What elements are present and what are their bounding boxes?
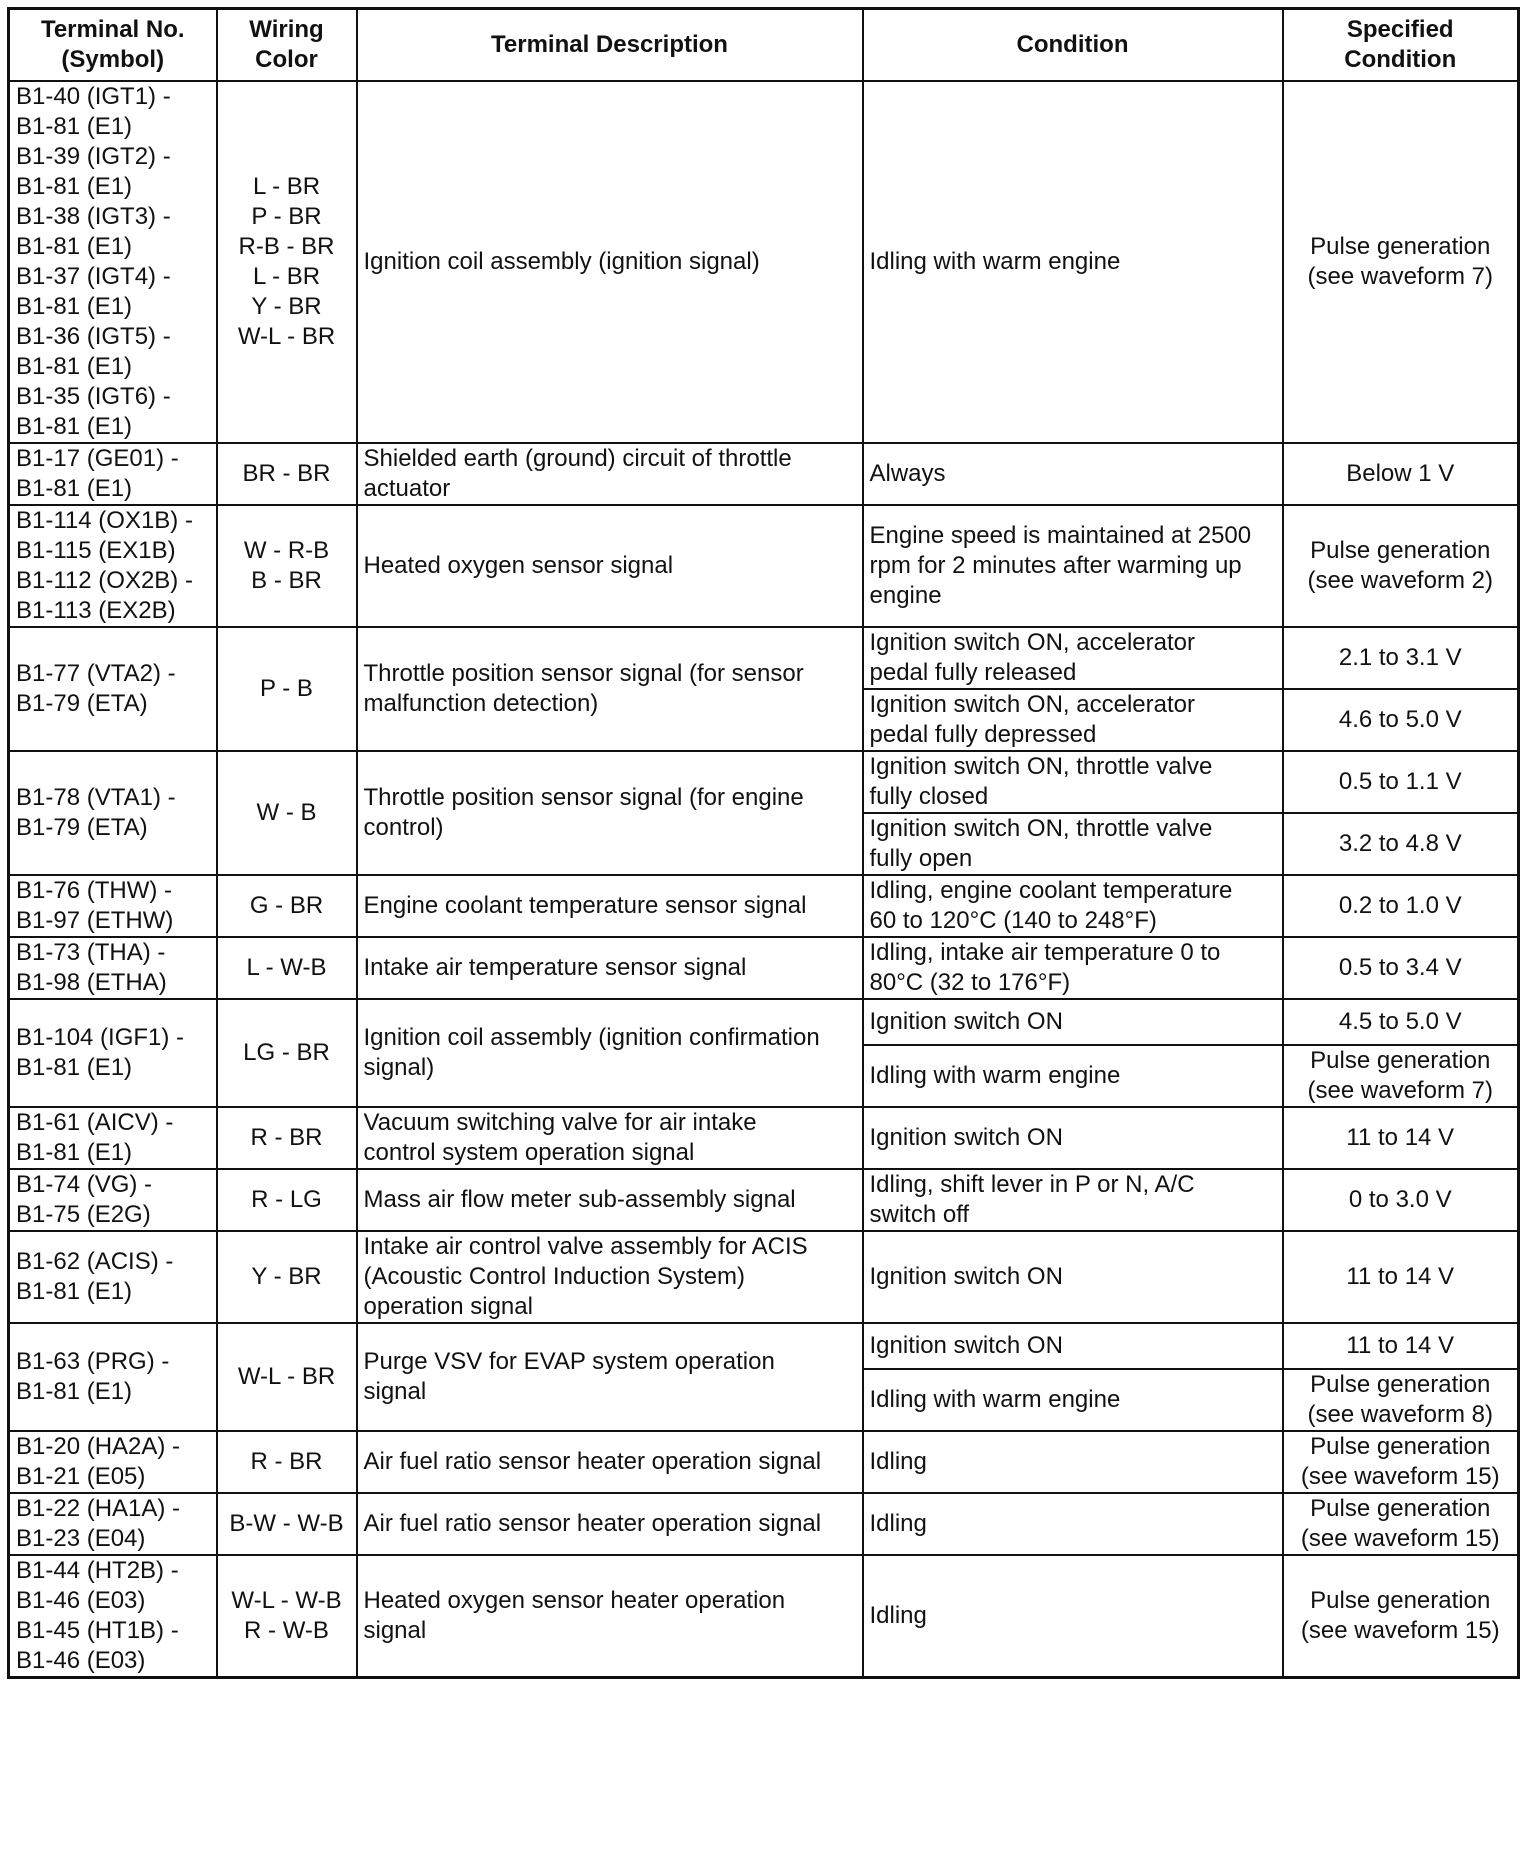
description-cell bbox=[357, 1107, 863, 1169]
description-cell bbox=[357, 1431, 863, 1493]
terminal-cell-line: B1-78 (VTA1) - bbox=[16, 784, 176, 811]
terminal-cell bbox=[9, 627, 217, 751]
table-row bbox=[9, 1231, 1519, 1323]
terminal-cell-line: B1-81 (E1) bbox=[16, 353, 133, 380]
terminal-cell bbox=[9, 1323, 217, 1431]
condition-cell-line: fully open bbox=[869, 845, 973, 872]
condition-cell-line: Ignition switch ON bbox=[869, 1124, 1063, 1151]
terminal-cell-line: B1-37 (IGT4) - bbox=[16, 263, 171, 290]
specified-condition-cell bbox=[1283, 689, 1519, 751]
terminal-cell-line: B1-76 (THW) - bbox=[16, 877, 172, 904]
table-row bbox=[9, 1431, 1519, 1493]
terminal-cell-line: B1-46 (E03) bbox=[16, 1587, 146, 1614]
specified-condition-cell-line: (see waveform 15) bbox=[1300, 1525, 1500, 1552]
terminal-cell bbox=[9, 937, 217, 999]
condition-cell bbox=[863, 751, 1283, 813]
condition-cell-line: switch off bbox=[869, 1201, 970, 1228]
description-cell-line: Air fuel ratio sensor heater operation signal bbox=[363, 1448, 822, 1475]
wiring-color-cell bbox=[217, 875, 357, 937]
terminal-cell-line: B1-81 (E1) bbox=[16, 233, 133, 260]
specified-condition-cell bbox=[1283, 1555, 1519, 1678]
table-row bbox=[9, 505, 1519, 627]
wiring-color-cell-line: W-L - W-B bbox=[231, 1587, 342, 1614]
wiring-color-cell bbox=[217, 751, 357, 875]
terminal-cell-line: B1-112 (OX2B) - bbox=[16, 567, 193, 594]
terminal-cell-line: B1-36 (IGT5) - bbox=[16, 323, 171, 350]
condition-cell-line: Ignition switch ON bbox=[869, 1008, 1063, 1035]
terminal-cell bbox=[9, 81, 217, 443]
specified-condition-cell-line: Pulse generation bbox=[1310, 1047, 1491, 1074]
condition-cell-line: rpm for 2 minutes after warming up bbox=[869, 552, 1242, 579]
table-row bbox=[9, 1493, 1519, 1555]
specified-condition-cell-line: Pulse generation bbox=[1310, 1495, 1491, 1522]
condition-cell-line: 80°C (32 to 176°F) bbox=[869, 969, 1071, 996]
terminal-cell-line: B1-46 (E03) bbox=[16, 1647, 146, 1674]
wiring-color-cell-line: R - BR bbox=[250, 1124, 323, 1151]
condition-cell-line: Idling bbox=[869, 1448, 927, 1475]
description-cell-line: signal bbox=[363, 1617, 427, 1644]
condition-cell bbox=[863, 1369, 1283, 1431]
condition-cell bbox=[863, 999, 1283, 1045]
description-cell bbox=[357, 1231, 863, 1323]
table-body bbox=[9, 81, 1519, 1678]
terminal-cell-line: B1-40 (IGT1) - bbox=[16, 83, 171, 110]
wiring-color-cell-line: P - B bbox=[260, 675, 313, 702]
specified-condition-cell bbox=[1283, 1045, 1519, 1107]
wiring-color-cell bbox=[217, 443, 357, 505]
specified-condition-cell bbox=[1283, 1231, 1519, 1323]
description-cell-line: signal) bbox=[363, 1054, 435, 1081]
wiring-color-cell bbox=[217, 1107, 357, 1169]
terminal-cell bbox=[9, 443, 217, 505]
condition-cell bbox=[863, 1493, 1283, 1555]
terminal-cell-line: B1-98 (ETHA) bbox=[16, 969, 167, 996]
description-cell bbox=[357, 1323, 863, 1431]
terminal-cell-line: B1-79 (ETA) bbox=[16, 814, 148, 841]
terminal-cell bbox=[9, 1493, 217, 1555]
condition-cell-line: 60 to 120°C (140 to 248°F) bbox=[869, 907, 1157, 934]
specified-condition-cell-line: Pulse generation bbox=[1310, 537, 1491, 564]
terminal-cell bbox=[9, 1107, 217, 1169]
specified-condition-cell bbox=[1283, 1107, 1519, 1169]
specified-condition-cell-line: (see waveform 2) bbox=[1307, 567, 1493, 594]
terminal-cell-line: B1-61 (AICV) - bbox=[16, 1109, 174, 1136]
specified-condition-cell bbox=[1283, 81, 1519, 443]
table-row bbox=[9, 937, 1519, 999]
specified-condition-cell-line: 2.1 to 3.1 V bbox=[1338, 644, 1462, 671]
specified-condition-cell-line: Pulse generation bbox=[1310, 233, 1491, 260]
wiring-color-cell-line: G - BR bbox=[249, 892, 324, 919]
condition-cell bbox=[863, 813, 1283, 875]
condition-cell bbox=[863, 875, 1283, 937]
condition-cell-line: Idling with warm engine bbox=[869, 248, 1121, 275]
specified-condition-cell-line: (see waveform 15) bbox=[1300, 1463, 1500, 1490]
wiring-color-cell bbox=[217, 1323, 357, 1431]
terminal-cell-line: B1-79 (ETA) bbox=[16, 690, 148, 717]
description-cell bbox=[357, 627, 863, 751]
specified-condition-cell bbox=[1283, 443, 1519, 505]
specified-condition-cell-line: 0 to 3.0 V bbox=[1348, 1186, 1452, 1213]
header-specified-line1: Specified Condition bbox=[1344, 16, 1457, 73]
description-cell bbox=[357, 81, 863, 443]
wiring-color-cell-line: W - R-B bbox=[243, 537, 330, 564]
terminal-table-container bbox=[7, 7, 1520, 1679]
terminal-cell-line: B1-38 (IGT3) - bbox=[16, 203, 171, 230]
specified-condition-cell bbox=[1283, 1323, 1519, 1369]
description-cell bbox=[357, 1555, 863, 1678]
condition-cell bbox=[863, 627, 1283, 689]
specified-condition-cell bbox=[1283, 751, 1519, 813]
condition-cell-line: Ignition switch ON, throttle valve bbox=[869, 815, 1213, 842]
terminal-cell bbox=[9, 751, 217, 875]
specified-condition-cell-line: 0.2 to 1.0 V bbox=[1338, 892, 1462, 919]
wiring-color-cell-line: W - B bbox=[256, 799, 317, 826]
condition-cell bbox=[863, 1323, 1283, 1369]
description-cell bbox=[357, 505, 863, 627]
table-row bbox=[9, 875, 1519, 937]
description-cell-line: Purge VSV for EVAP system operation bbox=[363, 1348, 775, 1375]
wiring-color-cell-line: R - LG bbox=[251, 1186, 322, 1213]
header-row bbox=[9, 9, 1519, 82]
specified-condition-cell-line: 0.5 to 1.1 V bbox=[1338, 768, 1462, 795]
condition-cell-line: Idling bbox=[869, 1602, 927, 1629]
table-row bbox=[9, 1555, 1519, 1678]
specified-condition-cell-line: 3.2 to 4.8 V bbox=[1338, 830, 1462, 857]
description-cell-line: Throttle position sensor signal (for sensor bbox=[363, 660, 804, 687]
header-wiring-color bbox=[217, 9, 357, 82]
header-specified-condition bbox=[1283, 9, 1519, 82]
wiring-color-cell-line: L - W-B bbox=[246, 954, 327, 981]
specified-condition-cell-line: 0.5 to 3.4 V bbox=[1338, 954, 1462, 981]
condition-cell bbox=[863, 1231, 1283, 1323]
condition-cell bbox=[863, 443, 1283, 505]
terminal-cell-line: B1-104 (IGF1) - bbox=[16, 1024, 185, 1051]
ecm-terminal-table bbox=[7, 7, 1520, 1679]
condition-cell-line: Ignition switch ON, accelerator bbox=[869, 629, 1195, 656]
condition-cell-line: Idling bbox=[869, 1510, 927, 1537]
condition-cell-line: Ignition switch ON, accelerator bbox=[869, 691, 1195, 718]
table-row bbox=[9, 627, 1519, 689]
condition-cell-line: Idling, intake air temperature 0 to bbox=[869, 939, 1221, 966]
specified-condition-cell-line: (see waveform 8) bbox=[1307, 1401, 1493, 1428]
specified-condition-cell-line: 4.6 to 5.0 V bbox=[1338, 706, 1462, 733]
specified-condition-cell-line: 4.5 to 5.0 V bbox=[1338, 1008, 1462, 1035]
specified-condition-cell bbox=[1283, 937, 1519, 999]
wiring-color-cell bbox=[217, 1169, 357, 1231]
description-cell-line: actuator bbox=[363, 475, 451, 502]
wiring-color-cell-line: P - BR bbox=[251, 203, 322, 230]
specified-condition-cell-line: Pulse generation bbox=[1310, 1433, 1491, 1460]
condition-cell-line: engine bbox=[869, 582, 942, 609]
specified-condition-cell-line: Pulse generation bbox=[1310, 1587, 1491, 1614]
terminal-cell-line: B1-45 (HT1B) - bbox=[16, 1617, 179, 1644]
terminal-cell-line: B1-81 (E1) bbox=[16, 1278, 133, 1305]
header-wiring-line1: Wiring Color bbox=[249, 16, 324, 73]
header-condition: Condition bbox=[863, 9, 1283, 82]
terminal-cell bbox=[9, 999, 217, 1107]
terminal-cell bbox=[9, 875, 217, 937]
terminal-cell-line: B1-74 (VG) - bbox=[16, 1171, 153, 1198]
terminal-cell-line: B1-81 (E1) bbox=[16, 475, 133, 502]
wiring-color-cell bbox=[217, 999, 357, 1107]
wiring-color-cell-line: W-L - BR bbox=[237, 1363, 336, 1390]
terminal-cell bbox=[9, 1231, 217, 1323]
wiring-color-cell-line: R-B - BR bbox=[238, 233, 335, 260]
description-cell-line: Ignition coil assembly (ignition confirmation bbox=[363, 1024, 820, 1051]
terminal-cell-line: B1-62 (ACIS) - bbox=[16, 1248, 174, 1275]
terminal-cell-line: B1-21 (E05) bbox=[16, 1463, 146, 1490]
specified-condition-cell-line: Pulse generation bbox=[1310, 1371, 1491, 1398]
condition-cell-line: Ignition switch ON bbox=[869, 1332, 1063, 1359]
table-row bbox=[9, 1323, 1519, 1369]
terminal-cell-line: B1-81 (E1) bbox=[16, 1054, 133, 1081]
table-row bbox=[9, 1107, 1519, 1169]
terminal-cell-line: B1-75 (E2G) bbox=[16, 1201, 151, 1228]
wiring-color-cell-line: R - W-B bbox=[244, 1617, 329, 1644]
description-cell-line: Heated oxygen sensor signal bbox=[363, 552, 674, 579]
description-cell bbox=[357, 1493, 863, 1555]
terminal-cell bbox=[9, 1431, 217, 1493]
description-cell bbox=[357, 875, 863, 937]
wiring-color-cell-line: Y - BR bbox=[251, 1263, 322, 1290]
wiring-color-cell-line: R - BR bbox=[250, 1448, 323, 1475]
terminal-cell-line: B1-73 (THA) - bbox=[16, 939, 166, 966]
terminal-cell bbox=[9, 1169, 217, 1231]
terminal-cell-line: B1-81 (E1) bbox=[16, 293, 133, 320]
wiring-color-cell-line: L - BR bbox=[252, 173, 321, 200]
terminal-cell-line: B1-39 (IGT2) - bbox=[16, 143, 171, 170]
wiring-color-cell bbox=[217, 1431, 357, 1493]
wiring-color-cell-line: B-W - W-B bbox=[229, 1510, 344, 1537]
description-cell-line: control system operation signal bbox=[363, 1139, 695, 1166]
condition-cell-line: Engine speed is maintained at 2500 bbox=[869, 522, 1252, 549]
wiring-color-cell bbox=[217, 81, 357, 443]
specified-condition-cell bbox=[1283, 505, 1519, 627]
table-row bbox=[9, 999, 1519, 1045]
wiring-color-cell-line: Y - BR bbox=[251, 293, 322, 320]
specified-condition-cell-line: Below 1 V bbox=[1346, 460, 1455, 487]
description-cell-line: control) bbox=[363, 814, 444, 841]
specified-condition-cell bbox=[1283, 813, 1519, 875]
specified-condition-cell-line: 11 to 14 V bbox=[1346, 1263, 1455, 1290]
terminal-cell-line: B1-81 (E1) bbox=[16, 173, 133, 200]
header-terminal-no bbox=[9, 9, 217, 82]
table-row bbox=[9, 1169, 1519, 1231]
condition-cell-line: Idling, shift lever in P or N, A/C bbox=[869, 1171, 1195, 1198]
condition-cell bbox=[863, 1045, 1283, 1107]
terminal-cell-line: B1-22 (HA1A) - bbox=[16, 1495, 181, 1522]
condition-cell-line: pedal fully depressed bbox=[869, 721, 1097, 748]
description-cell-line: Ignition coil assembly (ignition signal) bbox=[363, 248, 760, 275]
description-cell bbox=[357, 1169, 863, 1231]
specified-condition-cell bbox=[1283, 1431, 1519, 1493]
condition-cell bbox=[863, 505, 1283, 627]
description-cell-line: Air fuel ratio sensor heater operation signal bbox=[363, 1510, 822, 1537]
condition-cell bbox=[863, 689, 1283, 751]
description-cell bbox=[357, 751, 863, 875]
description-cell-line: (Acoustic Control Induction System) bbox=[363, 1263, 745, 1290]
condition-cell bbox=[863, 1107, 1283, 1169]
description-cell bbox=[357, 999, 863, 1107]
description-cell-line: Intake air temperature sensor signal bbox=[363, 954, 747, 981]
wiring-color-cell-line: W-L - BR bbox=[237, 323, 336, 350]
terminal-cell-line: B1-17 (GE01) - bbox=[16, 445, 179, 472]
description-cell-line: malfunction detection) bbox=[363, 690, 599, 717]
wiring-color-cell bbox=[217, 505, 357, 627]
condition-cell bbox=[863, 937, 1283, 999]
wiring-color-cell bbox=[217, 1493, 357, 1555]
specified-condition-cell bbox=[1283, 999, 1519, 1045]
description-cell-line: Shielded earth (ground) circuit of throttle bbox=[363, 445, 792, 472]
terminal-cell-line: B1-81 (E1) bbox=[16, 413, 133, 440]
specified-condition-cell bbox=[1283, 875, 1519, 937]
specified-condition-cell-line: (see waveform 15) bbox=[1300, 1617, 1500, 1644]
condition-cell-line: pedal fully released bbox=[869, 659, 1077, 686]
terminal-cell-line: B1-77 (VTA2) - bbox=[16, 660, 176, 687]
wiring-color-cell-line: BR - BR bbox=[242, 460, 331, 487]
table-row bbox=[9, 81, 1519, 443]
wiring-color-cell bbox=[217, 627, 357, 751]
condition-cell-line: Idling with warm engine bbox=[869, 1062, 1121, 1089]
specified-condition-cell bbox=[1283, 627, 1519, 689]
condition-cell-line: Always bbox=[869, 460, 946, 487]
description-cell-line: operation signal bbox=[363, 1293, 533, 1320]
terminal-cell bbox=[9, 1555, 217, 1678]
specified-condition-cell-line: 11 to 14 V bbox=[1346, 1124, 1455, 1151]
table-row bbox=[9, 751, 1519, 813]
description-cell-line: signal bbox=[363, 1378, 427, 1405]
condition-cell-line: Idling, engine coolant temperature bbox=[869, 877, 1233, 904]
table-row bbox=[9, 443, 1519, 505]
terminal-cell-line: B1-97 (ETHW) bbox=[16, 907, 174, 934]
terminal-cell-line: B1-35 (IGT6) - bbox=[16, 383, 171, 410]
specified-condition-cell-line: (see waveform 7) bbox=[1307, 263, 1493, 290]
condition-cell bbox=[863, 81, 1283, 443]
description-cell bbox=[357, 937, 863, 999]
condition-cell-line: Ignition switch ON bbox=[869, 1263, 1063, 1290]
description-cell-line: Mass air flow meter sub-assembly signal bbox=[363, 1186, 796, 1213]
terminal-cell-line: B1-115 (EX1B) bbox=[16, 537, 176, 564]
specified-condition-cell-line: (see waveform 7) bbox=[1307, 1077, 1493, 1104]
wiring-color-cell bbox=[217, 937, 357, 999]
wiring-color-cell-line: L - BR bbox=[252, 263, 321, 290]
header-terminal-description: Terminal Description bbox=[357, 9, 863, 82]
terminal-cell-line: B1-114 (OX1B) - bbox=[16, 507, 193, 534]
condition-cell bbox=[863, 1431, 1283, 1493]
condition-cell-line: fully closed bbox=[869, 783, 989, 810]
terminal-cell-line: B1-81 (E1) bbox=[16, 1139, 133, 1166]
description-cell-line: Throttle position sensor signal (for engine bbox=[363, 784, 804, 811]
terminal-cell bbox=[9, 505, 217, 627]
terminal-cell-line: B1-81 (E1) bbox=[16, 1378, 133, 1405]
terminal-cell-line: B1-20 (HA2A) - bbox=[16, 1433, 181, 1460]
wiring-color-cell bbox=[217, 1231, 357, 1323]
specified-condition-cell bbox=[1283, 1493, 1519, 1555]
description-cell-line: Heated oxygen sensor heater operation bbox=[363, 1587, 786, 1614]
terminal-cell-line: B1-23 (E04) bbox=[16, 1525, 146, 1552]
condition-cell-line: Idling with warm engine bbox=[869, 1386, 1121, 1413]
condition-cell bbox=[863, 1169, 1283, 1231]
wiring-color-cell bbox=[217, 1555, 357, 1678]
specified-condition-cell bbox=[1283, 1169, 1519, 1231]
specified-condition-cell bbox=[1283, 1369, 1519, 1431]
terminal-cell-line: B1-113 (EX2B) bbox=[16, 597, 176, 624]
header-terminal-line1: Terminal No. (Symbol) bbox=[40, 16, 185, 73]
specified-condition-cell-line: 11 to 14 V bbox=[1346, 1332, 1455, 1359]
description-cell-line: Intake air control valve assembly for ACIS bbox=[363, 1233, 808, 1260]
condition-cell-line: Ignition switch ON, throttle valve bbox=[869, 753, 1213, 780]
wiring-color-cell-line: B - BR bbox=[251, 567, 322, 594]
terminal-cell-line: B1-81 (E1) bbox=[16, 113, 133, 140]
description-cell-line: Engine coolant temperature sensor signal bbox=[363, 892, 807, 919]
description-cell bbox=[357, 443, 863, 505]
terminal-cell-line: B1-63 (PRG) - bbox=[16, 1348, 170, 1375]
terminal-cell-line: B1-44 (HT2B) - bbox=[16, 1557, 179, 1584]
description-cell-line: Vacuum switching valve for air intake bbox=[363, 1109, 757, 1136]
wiring-color-cell-line: LG - BR bbox=[243, 1039, 330, 1066]
condition-cell bbox=[863, 1555, 1283, 1678]
